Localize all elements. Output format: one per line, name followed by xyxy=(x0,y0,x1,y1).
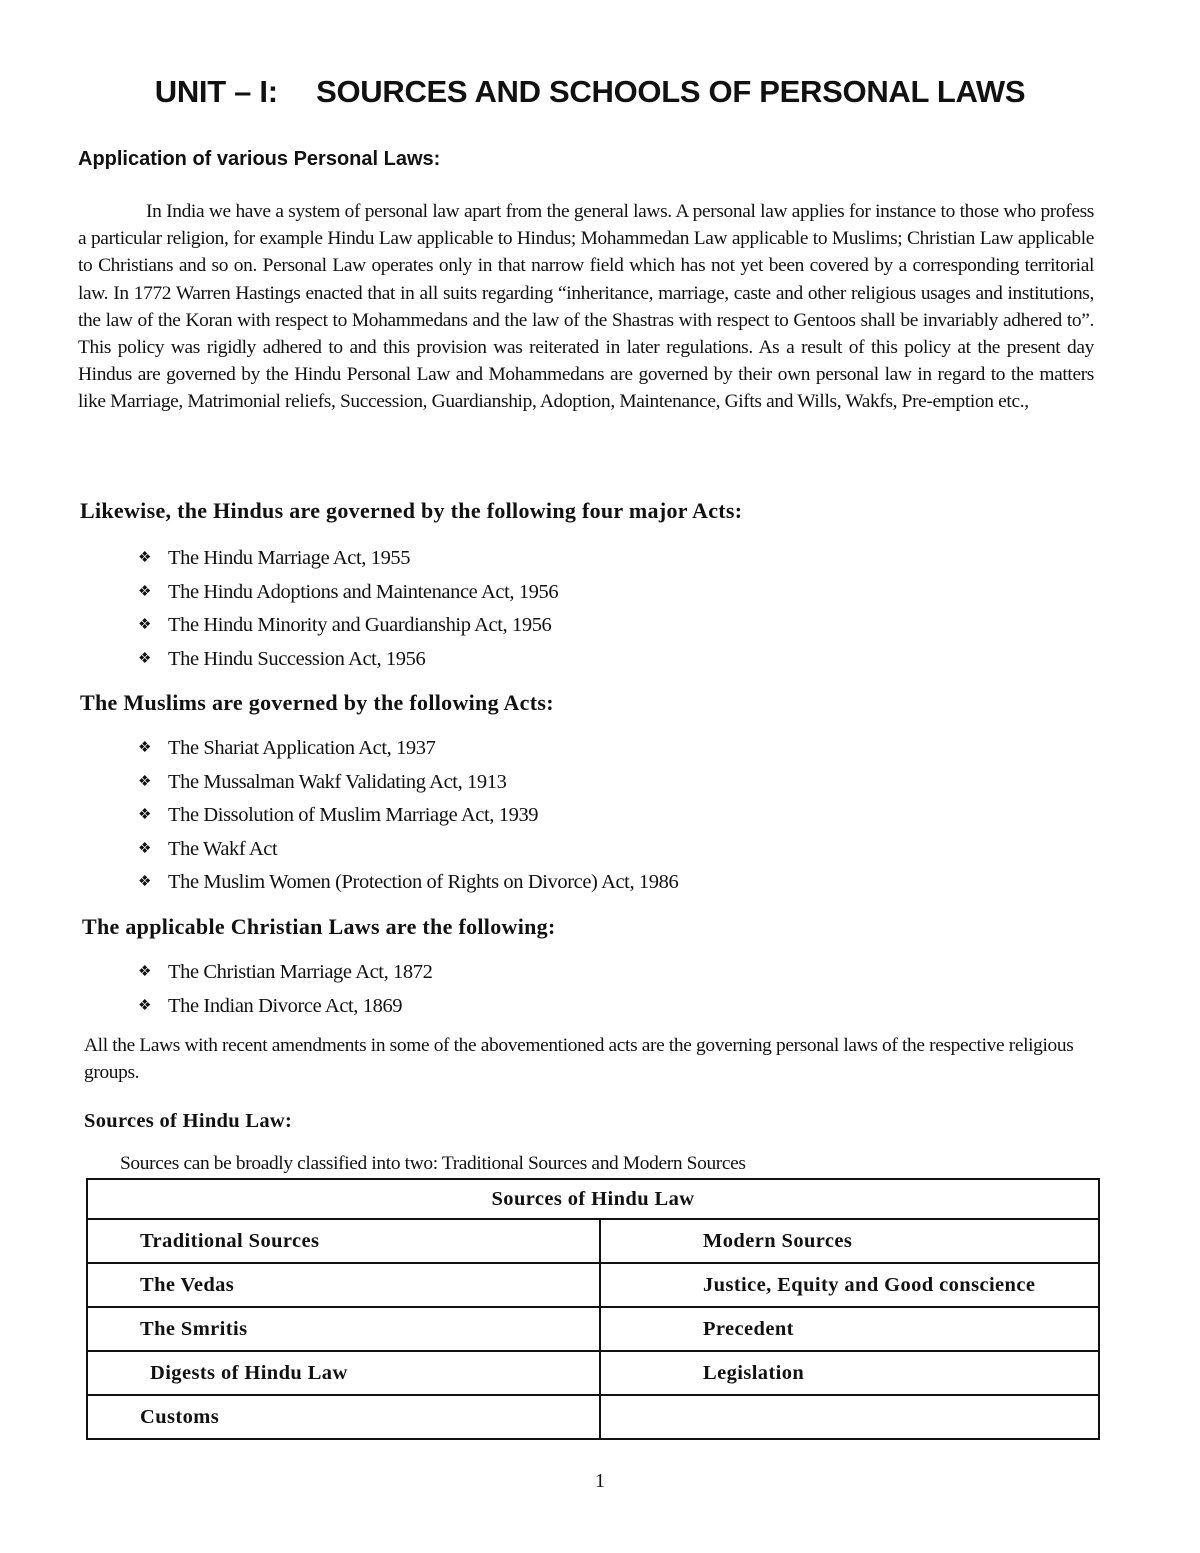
table-row xyxy=(87,1351,1099,1395)
muslim-acts-list xyxy=(138,732,678,900)
hindu-acts-heading: Likewise, the Hindus are governed by the following four major Acts: xyxy=(80,498,743,523)
table-row xyxy=(87,1307,1099,1351)
table-cell: Legislation xyxy=(600,1351,1099,1395)
list-item: ❖ The Muslim Women (Protection of Rights on Divorce) Act, 1986 xyxy=(138,866,678,900)
diamond-bullet-icon: ❖ xyxy=(138,773,152,790)
table-cell: Justice, Equity and Good conscience xyxy=(600,1263,1099,1307)
table-cell: Precedent xyxy=(600,1307,1099,1351)
sources-table xyxy=(86,1178,1100,1440)
table-cell xyxy=(600,1395,1099,1439)
diamond-bullet-icon: ❖ xyxy=(138,650,152,667)
table-row xyxy=(87,1395,1099,1439)
list-item: ❖ The Shariat Application Act, 1937 xyxy=(138,732,678,766)
list-item: ❖ The Dissolution of Muslim Marriage Act, 1939 xyxy=(138,799,678,833)
diamond-bullet-icon: ❖ xyxy=(138,874,152,890)
diamond-bullet-icon: ❖ xyxy=(138,997,152,1014)
closing-paragraph: All the Laws with recent amendments in some of the abovementioned acts are the governing personal laws of the respective religious groups. xyxy=(84,1035,1074,1083)
list-item: ❖ The Christian Marriage Act, 1872 xyxy=(138,956,432,990)
hindu-acts-list xyxy=(138,542,558,676)
page-title xyxy=(0,74,1200,110)
diamond-bullet-icon: ❖ xyxy=(138,550,152,566)
muslim-acts-heading: The Muslims are governed by the following Acts: xyxy=(80,690,554,715)
application-heading: Application of various Personal Laws: xyxy=(78,148,441,170)
list-item: ❖ The Wakf Act xyxy=(138,833,678,867)
unit-label: UNIT – I: xyxy=(154,74,278,109)
page-number: 1 xyxy=(595,1470,605,1492)
diamond-bullet-icon: ❖ xyxy=(138,807,152,823)
diamond-bullet-icon: ❖ xyxy=(138,617,152,633)
diamond-bullet-icon: ❖ xyxy=(138,740,152,756)
unit-title: SOURCES AND SCHOOLS OF PERSONAL LAWS xyxy=(316,74,1026,109)
table-caption-row xyxy=(87,1179,1099,1219)
table-cell: The Vedas xyxy=(87,1263,600,1307)
diamond-bullet-icon: ❖ xyxy=(138,964,152,980)
sources-heading: Sources of Hindu Law: xyxy=(84,1110,293,1132)
diamond-bullet-icon: ❖ xyxy=(138,840,152,857)
sources-intro: Sources can be broadly classified into two: Traditional Sources and Modern Sources xyxy=(120,1153,746,1174)
column-header-traditional: Traditional Sources xyxy=(87,1219,600,1263)
table-cell: Customs xyxy=(87,1395,600,1439)
list-item: ❖ The Hindu Succession Act, 1956 xyxy=(138,643,558,677)
table-header-row xyxy=(87,1219,1099,1263)
list-item: ❖ The Indian Divorce Act, 1869 xyxy=(138,990,432,1024)
list-item: ❖ The Hindu Adoptions and Maintenance Act, 1956 xyxy=(138,576,558,610)
application-paragraph-text: In India we have a system of personal law apart from the general laws. A personal law applies for instance to those who profess a particular religion, for example Hindu Law applicable to Hindus; Mohammedan Law applicable to Muslims; Christian Law applicable to Christians and so on. Personal Law operates only in that narrow field which has not yet been covered by a corresponding territorial law. In 1772 Warren Hastings enacted that in all suits regarding “inheritance, marriage, caste and other religious usages and institutions, the law of the Koran with respect to Mohammedans and the law of the Shastras with respect to Gentoos shall be invariably adhered to”. This policy was rigidly adhered to and this provision was reiterated in later regulations. As a result of this policy at the present day Hindus are governed by the Hindu Personal Law and Mohammedans are governed by their own personal law in regard to the matters like Marriage, Matrimonial reliefs, Succession, Guardianship, Adoption, Maintenance, Gifts and Wills, Wakfs, Pre-emption etc., xyxy=(78,201,1094,413)
table-cell: Digests of Hindu Law xyxy=(87,1351,600,1395)
christian-acts-heading: The applicable Christian Laws are the following: xyxy=(82,914,556,939)
table-caption: Sources of Hindu Law xyxy=(87,1179,1099,1219)
diamond-bullet-icon: ❖ xyxy=(138,583,152,600)
table-row xyxy=(87,1263,1099,1307)
application-paragraph xyxy=(78,198,1094,416)
list-item: ❖ The Hindu Minority and Guardianship Act, 1956 xyxy=(138,609,558,643)
table-cell: The Smritis xyxy=(87,1307,600,1351)
list-item: ❖ The Hindu Marriage Act, 1955 xyxy=(138,542,558,576)
christian-acts-list xyxy=(138,956,432,1023)
column-header-modern: Modern Sources xyxy=(600,1219,1099,1263)
list-item: ❖ The Mussalman Wakf Validating Act, 1913 xyxy=(138,766,678,800)
